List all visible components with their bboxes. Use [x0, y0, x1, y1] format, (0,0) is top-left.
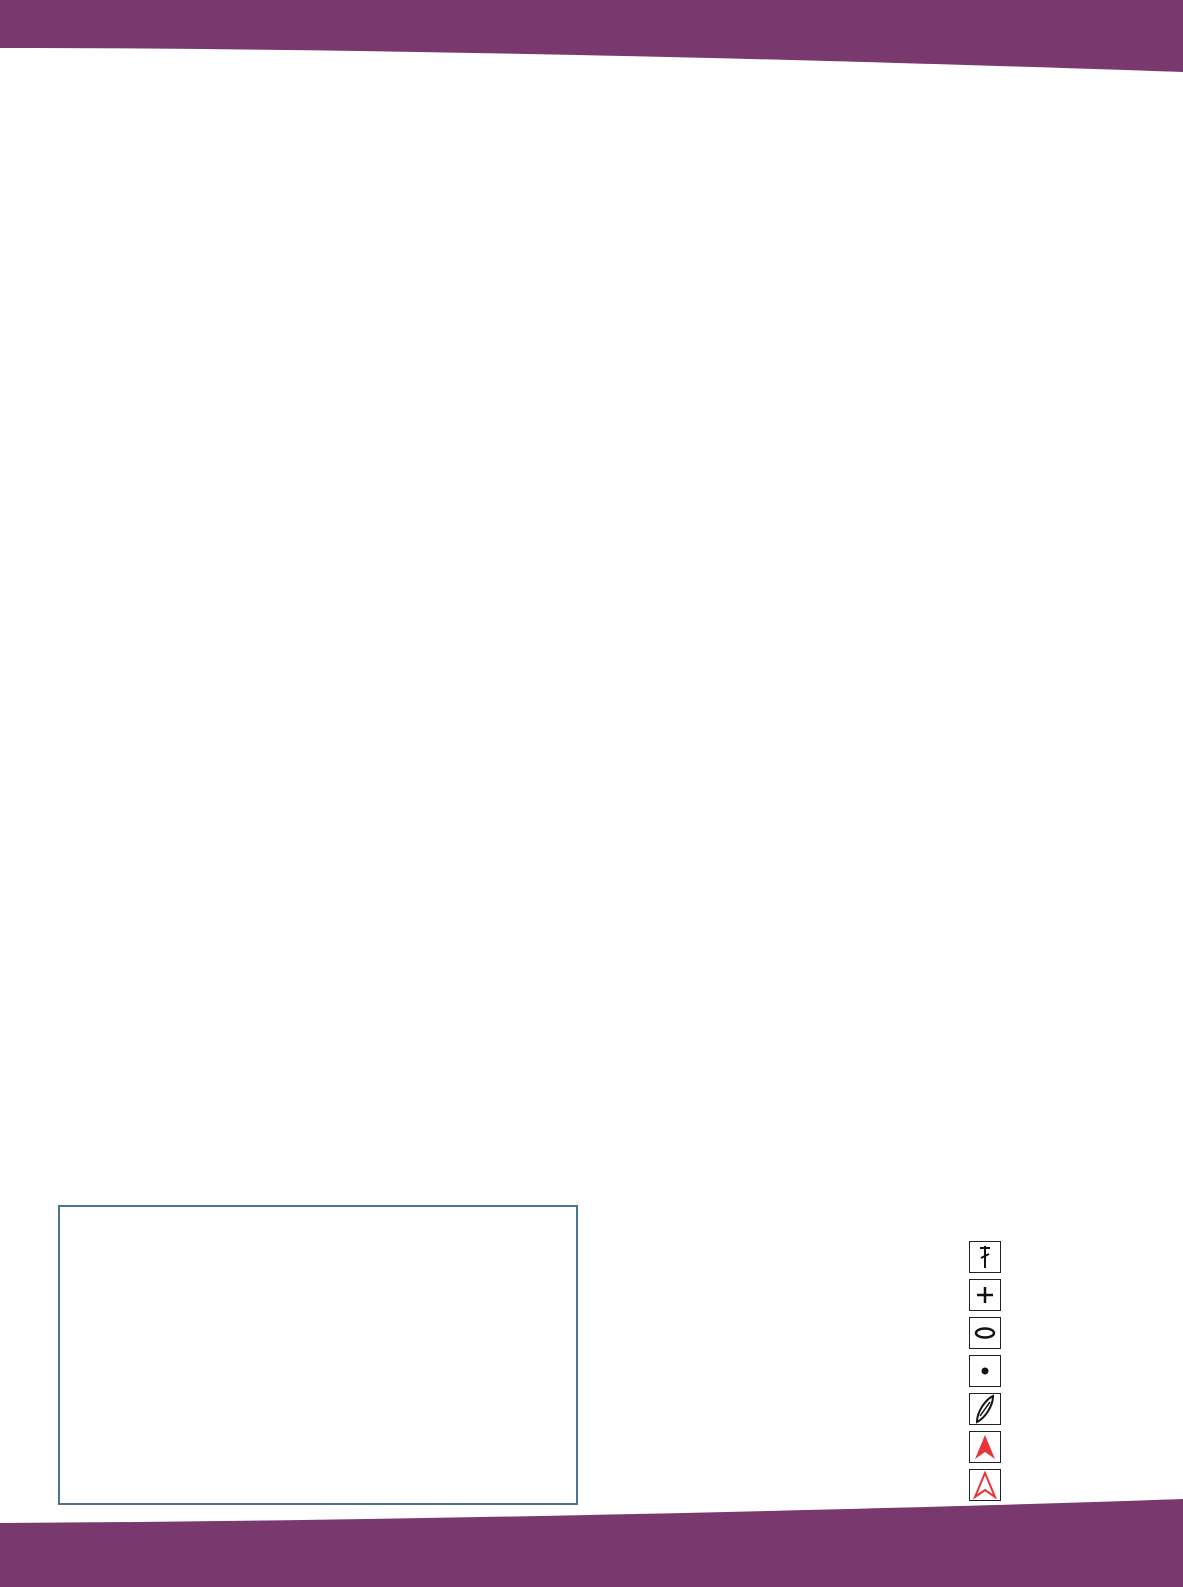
legend-row [969, 1278, 1009, 1312]
slip-stitch-icon [969, 1355, 1001, 1387]
recipe-title [60, 1207, 576, 1241]
legend-row [969, 1316, 1009, 1350]
bead-strand-illustration [760, 224, 820, 1244]
chart-heading [238, 181, 246, 183]
legend-row [969, 1392, 1009, 1426]
legend-row [969, 1430, 1009, 1464]
legend-row [969, 1354, 1009, 1388]
treble-stitch-icon [969, 1241, 1001, 1273]
single-crochet-icon [969, 1279, 1001, 1311]
top-band [0, 0, 1183, 72]
fancy-stitch-icon [969, 1393, 1001, 1425]
recipe-box [58, 1205, 578, 1505]
bottom-band [0, 1495, 1183, 1587]
start-arrow-icon [969, 1431, 1001, 1463]
legend-row [969, 1240, 1009, 1274]
crochet-chart [170, 188, 420, 1148]
recipe-body [60, 1241, 576, 1251]
chain-stitch-icon [969, 1317, 1001, 1349]
